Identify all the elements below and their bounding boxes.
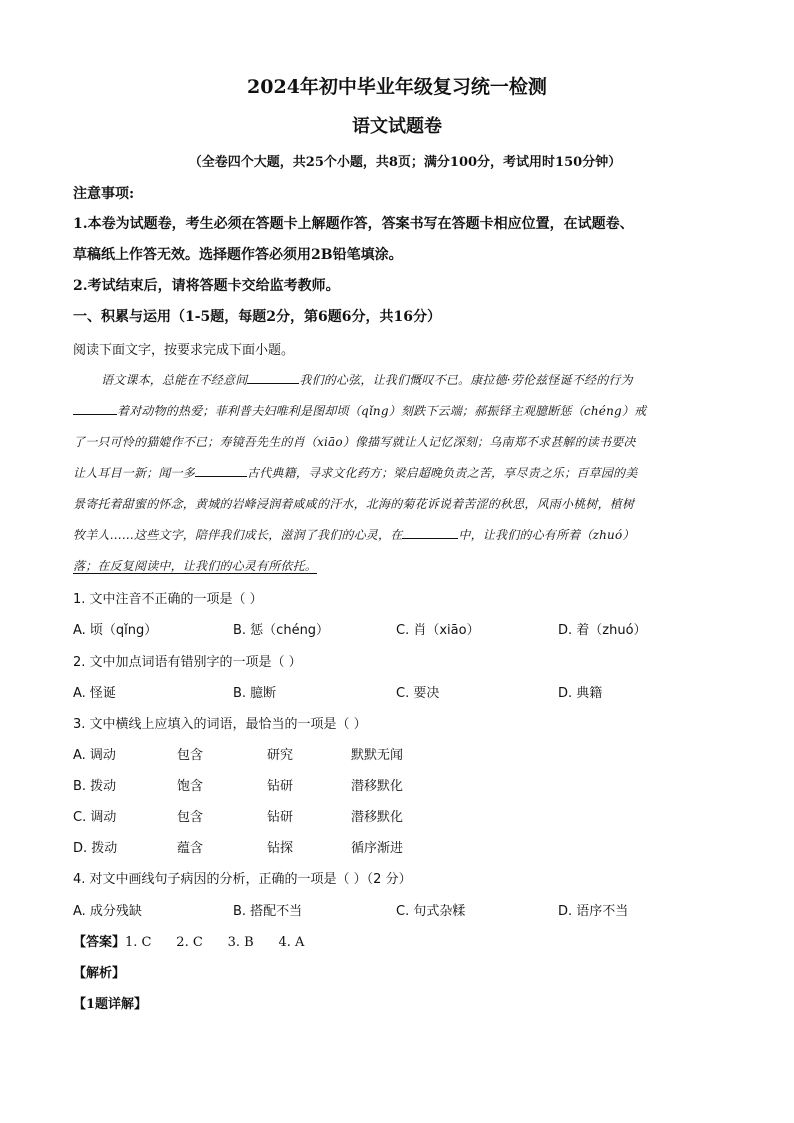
question-3-option-c-word-3: 钻研 [267, 810, 294, 825]
fill-blank-2 [73, 403, 117, 415]
question-3-option-d-word-4: 循序渐进 [351, 841, 404, 856]
question-3-option-a-word-3: 研究 [267, 748, 294, 763]
notice-item-2: 2.考试结束后，请将答题卡交给监考教师。 [73, 278, 340, 294]
question-2-option-a[interactable]: A. 怪诞 [73, 686, 116, 701]
passage-text: 语文课本，总能在不经意间 [101, 373, 248, 387]
question-3-stem: 3. 文中横线上应填入的词语，最恰当的一项是（ ） [73, 717, 367, 732]
question-4-option-a[interactable]: A. 成分残缺 [73, 904, 142, 919]
answer-label: 【答案】 [73, 935, 126, 950]
underlined-sentence: 落；在反复阅读中，让我们的心灵有所依托。 [73, 559, 318, 573]
passage-line-3: 了一只可怜的猫媲作不已；寿镜吾先生的肖（xiāo）像描写就让人记忆深刻；乌南郑不求甚解的读书要决 [73, 435, 636, 449]
question-1-option-b[interactable]: B. 惩（chéng） [233, 623, 330, 638]
passage-text: 中，让我们的心有所着（zhuó） [458, 528, 635, 542]
exam-note: （全卷四个大题，共25个小题，共8页；满分100分，考试用时150分钟） [188, 155, 622, 170]
question-1-stem: 1. 文中注音不正确的一项是（ ） [73, 592, 263, 607]
exam-title: 2024年初中毕业年级复习统一检测 [247, 76, 547, 98]
question-3-option-b-word-3: 钻研 [267, 779, 294, 794]
analysis-label: 【解析】 [73, 966, 126, 981]
detail-label: 【1题详解】 [73, 997, 148, 1012]
question-3-option-c-word-2: 包含 [177, 810, 204, 825]
passage-line-6 [73, 526, 635, 543]
question-2-option-b[interactable]: B. 臆断 [233, 686, 277, 701]
question-2-option-c[interactable]: C. 要决 [396, 686, 440, 701]
passage-line-4 [73, 464, 637, 481]
question-3-option-d-word-2: 蕴含 [177, 841, 204, 856]
question-3-option-d-word-3: 钻探 [267, 841, 294, 856]
question-4-option-b[interactable]: B. 搭配不当 [233, 904, 303, 919]
passage-line-1 [101, 371, 633, 388]
exam-subtitle: 语文试题卷 [352, 116, 442, 137]
question-3-option-d[interactable]: D. 拨动 [73, 841, 118, 856]
fill-blank-3 [195, 465, 247, 477]
question-3-option-a-word-4: 默默无闻 [351, 748, 404, 763]
question-3-option-b[interactable]: B. 拨动 [73, 779, 117, 794]
passage-line-7 [73, 557, 317, 574]
fill-blank-4 [402, 527, 458, 539]
passage-text: 让人耳目一新；闻一多 [73, 466, 196, 480]
passage-text: 牧羊人……这些文字，陪伴我们成长，滋润了我们的心灵，在 [73, 528, 403, 542]
question-3-option-a[interactable]: A. 调动 [73, 748, 116, 763]
answer-line [73, 931, 304, 950]
question-3-option-c-word-4: 潜移默化 [351, 810, 404, 825]
passage-text: 古代典籍，寻求文化药方；梁启超晚负责之苦，享尽责之乐；百草园的美 [247, 466, 638, 480]
passage-text: 着对动物的热爱；菲利普夫妇唯利是图却顷（qǐng）刻跌下云端；郝振铎主观臆断惩（chéng）戒 [117, 404, 647, 418]
section-1-instruction: 阅读下面文字，按要求完成下面小题。 [73, 343, 295, 358]
question-3-option-b-word-2: 饱含 [177, 779, 204, 794]
notice-item-1-line-1: 1.本卷为试题卷，考生必须在答题卡上解题作答，答案书写在答题卡相应位置，在试题卷、 [73, 216, 634, 232]
passage-line-5: 景寄托着甜蜜的怀念，黄城的岩峰浸润着咸咸的汗水，北海的菊花诉说着苦涩的秋思，风雨小桃树，植树 [73, 497, 635, 511]
question-3-option-b-word-4: 潜移默化 [351, 779, 404, 794]
reading-passage [73, 368, 721, 578]
answer-text: 1. C 2. C 3. B 4. A [125, 935, 305, 950]
question-1-option-d[interactable]: D. 着（zhuó） [558, 623, 647, 638]
question-4-option-c[interactable]: C. 句式杂糅 [396, 904, 466, 919]
passage-line-2 [73, 402, 646, 419]
notice-heading: 注意事项: [73, 186, 135, 202]
question-1-option-a[interactable]: A. 顷（qǐng） [73, 623, 158, 638]
question-4-option-d[interactable]: D. 语序不当 [558, 904, 629, 919]
passage-text: 我们的心弦，让我们慨叹不已。康拉德·劳伦兹怪诞不经的行为 [299, 373, 633, 387]
question-3-option-a-word-2: 包含 [177, 748, 204, 763]
question-1-option-c[interactable]: C. 肖（xiāo） [396, 623, 480, 638]
question-2-option-d[interactable]: D. 典籍 [558, 686, 603, 701]
fill-blank-1 [247, 372, 299, 384]
notice-item-1-line-2: 草稿纸上作答无效。选择题作答必须用2B铅笔填涂。 [73, 247, 403, 263]
section-1-heading: 一、积累与运用（1-5题，每题2分，第6题6分，共16分） [73, 309, 441, 325]
question-2-stem: 2. 文中加点词语有错别字的一项是（ ） [73, 655, 302, 670]
question-3-option-c[interactable]: C. 调动 [73, 810, 117, 825]
question-4-stem: 4. 对文中画线句子病因的分析，正确的一项是（ ）（2 分） [73, 872, 412, 887]
